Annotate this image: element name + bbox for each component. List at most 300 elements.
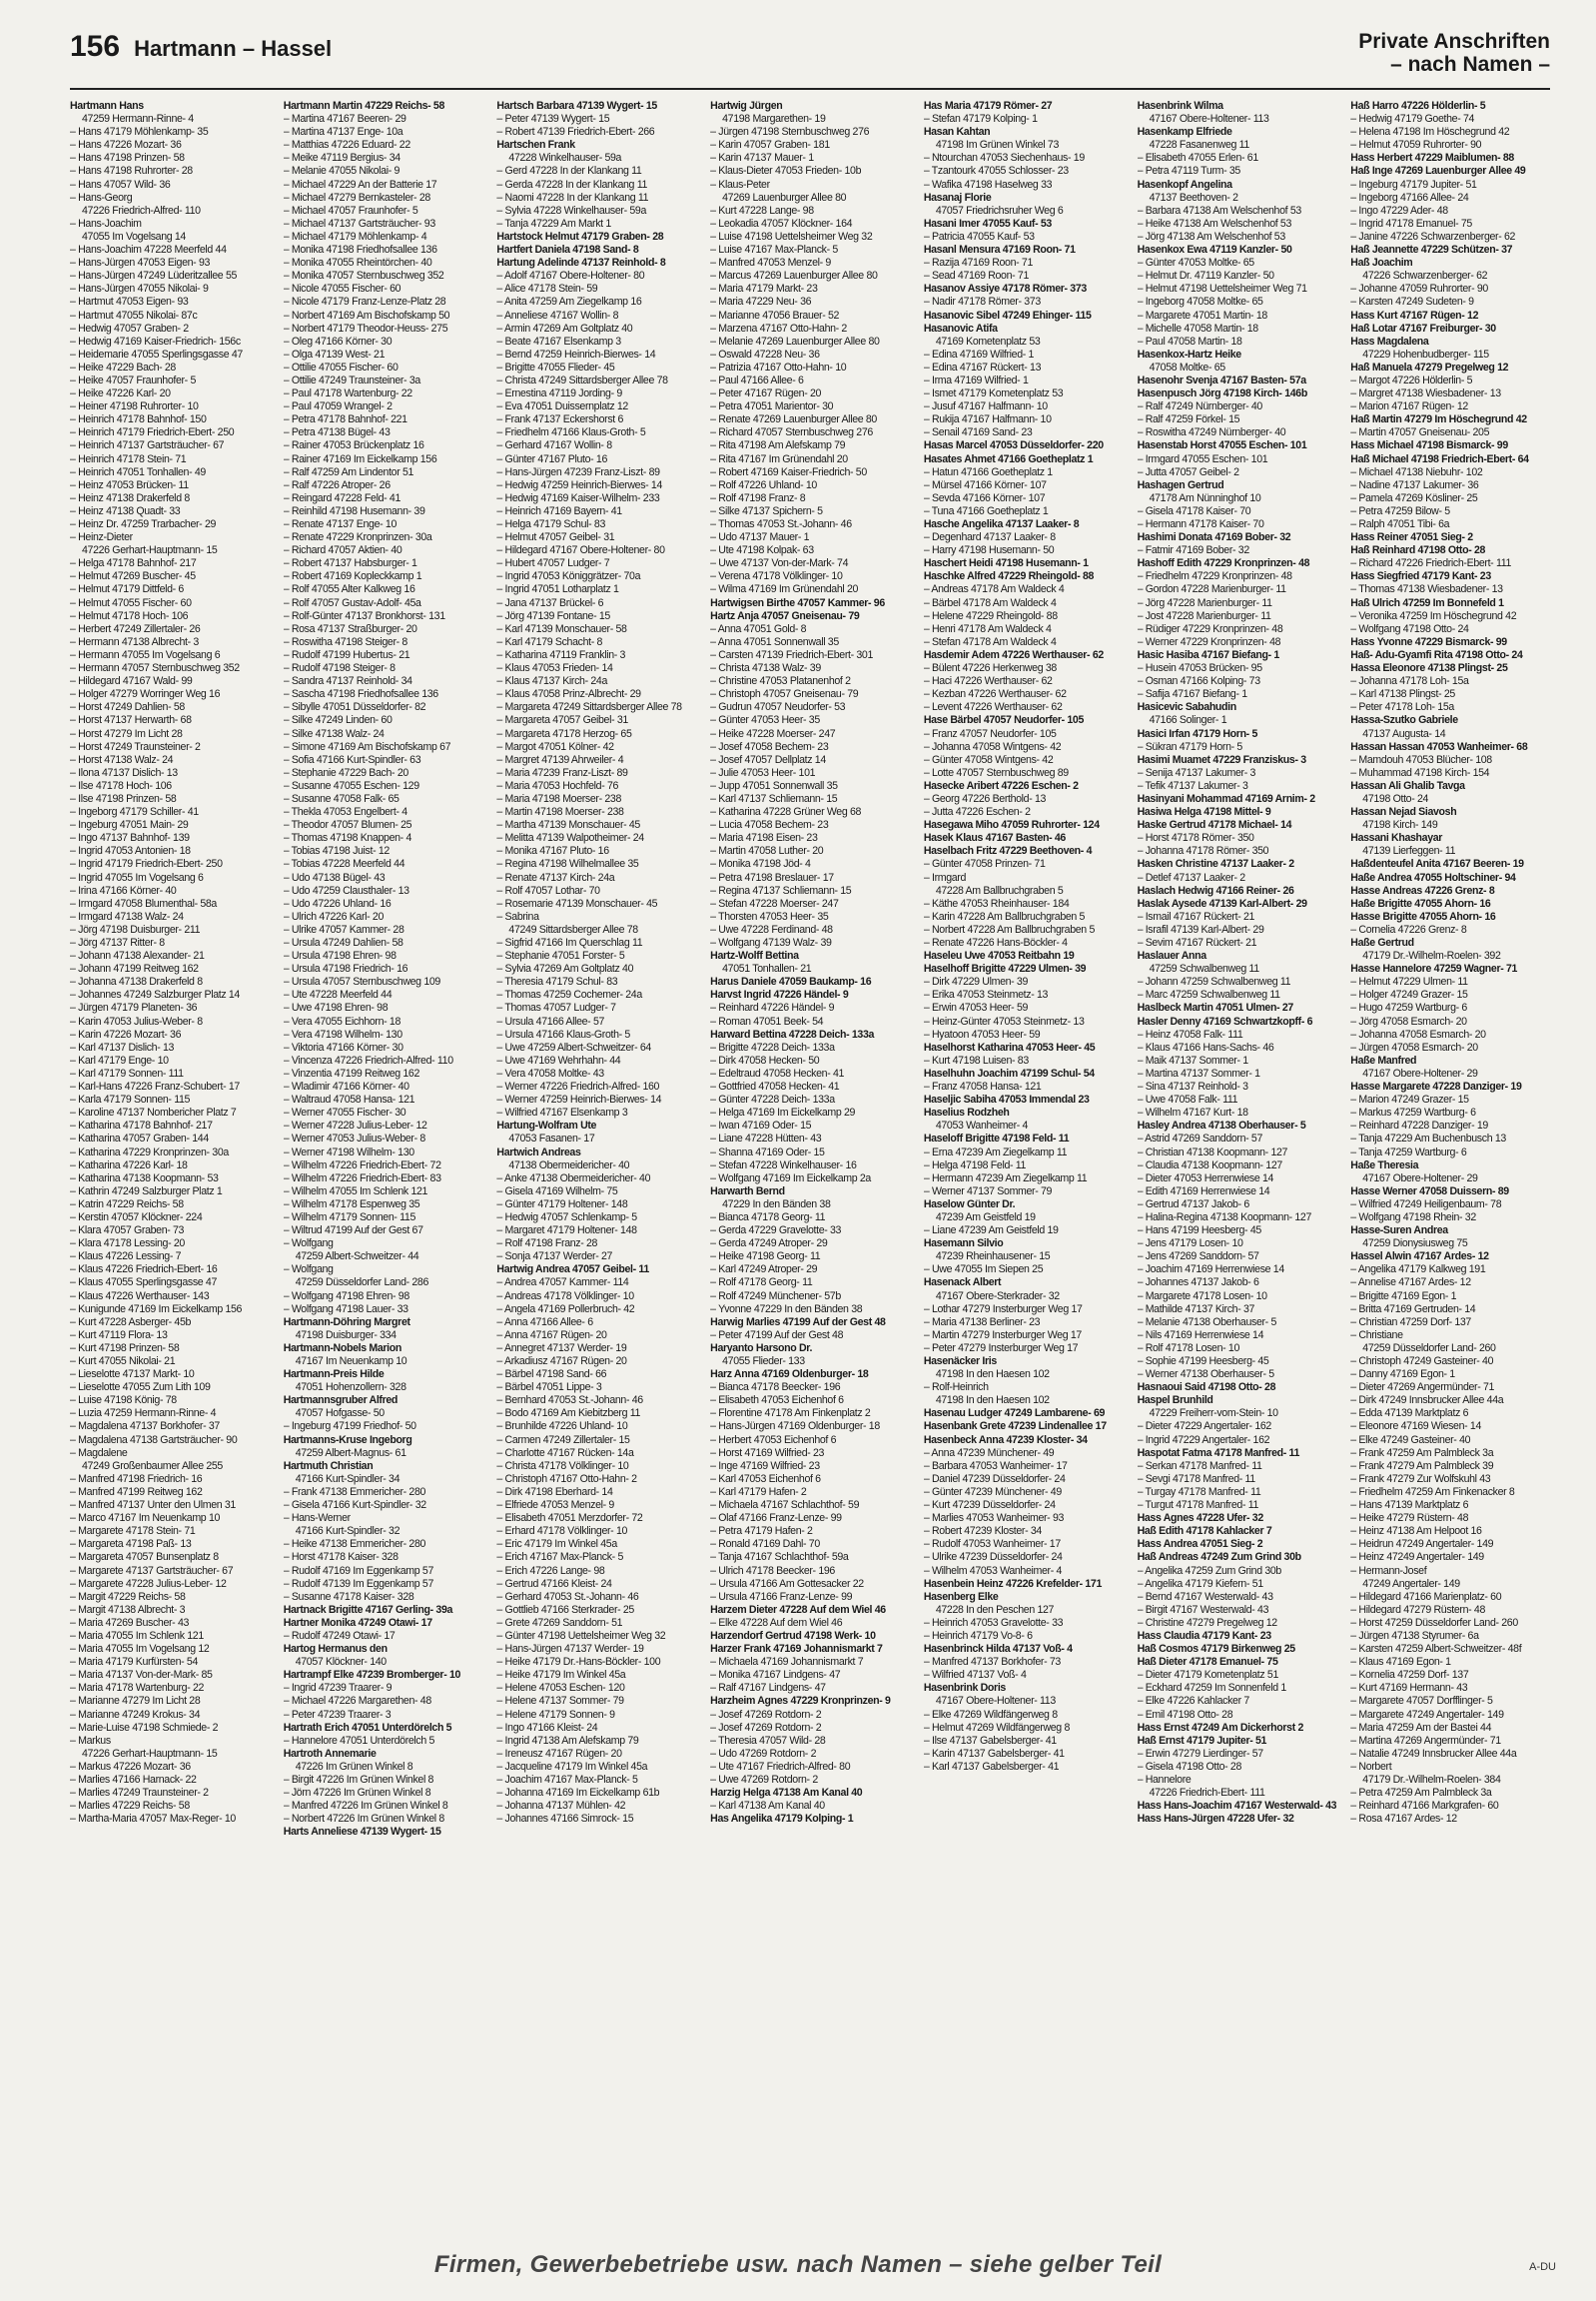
- listing-entry: 47226 Gerhart-Hauptmann- 15: [82, 1747, 218, 1760]
- listing-entry: – Wilhelm 47178 Espenweg 35: [283, 1197, 420, 1210]
- listing-entry: – Heinz 47138 Quadt- 33: [70, 504, 181, 517]
- listing-entry: – Turgut 47178 Manfred- 11: [1137, 1499, 1259, 1512]
- listing-entry: – Rolf 47178 Losen- 10: [1137, 1341, 1240, 1354]
- listing-entry: – Jörg 47228 Marienburger- 11: [1137, 596, 1272, 609]
- listing-surname-entry: Hartmuth Christian: [283, 1459, 374, 1472]
- listing-entry: – Michael 47057 Fraunhofer- 5: [283, 204, 418, 217]
- listing-entry: – Rolf-Günter 47137 Bronkhorst- 131: [283, 609, 445, 622]
- listing-entry: – Bärbel 47198 Sand- 66: [496, 1368, 607, 1381]
- listing-surname-entry: Hasenkox Ewa 47119 Kanzler- 50: [1137, 244, 1292, 257]
- listing-entry: – Nils 47169 Herrenwiese 14: [1137, 1328, 1264, 1341]
- listing-entry: – Iwan 47169 Oder- 15: [710, 1120, 812, 1133]
- listing-entry: – Thomas 47138 Wiesbadener- 13: [1350, 583, 1503, 596]
- listing-entry: – Hans-Joachim: [70, 217, 142, 230]
- listing-entry: – Kunigunde 47169 Im Eickelkamp 156: [70, 1302, 243, 1315]
- listing-entry: – Georg 47226 Berthold- 13: [923, 792, 1047, 805]
- listing-entry: 47226 Friedrich-Alfred- 110: [82, 204, 201, 217]
- listing-entry: – Katharina 47228 Grüner Weg 68: [710, 806, 862, 819]
- listing-entry: – Heinz 47053 Brücken- 11: [70, 478, 189, 491]
- listing-entry: – Rüdiger 47229 Kronprinzen- 48: [1137, 622, 1283, 635]
- listing-entry: – Brigitte 47055 Flieder- 45: [496, 361, 615, 374]
- listing-entry: – Edina 47167 Rückert- 13: [923, 361, 1042, 374]
- listing-surname-entry: Hassa Eleonore 47138 Plingst- 25: [1350, 662, 1508, 675]
- listing-entry: – Theresia 47179 Schul- 83: [496, 976, 618, 989]
- listing-entry: – Peter 47139 Wygert- 15: [496, 113, 610, 126]
- listing-entry: – Werner 47138 Oberhauser- 5: [1137, 1368, 1274, 1381]
- listing-entry: – Ralph 47051 Tibi- 6a: [1350, 518, 1450, 530]
- listing-surname-entry: Hassan Ali Ghalib Tavga: [1350, 779, 1465, 792]
- listing-entry: – Wilhelm 47226 Friedrich-Ebert- 72: [283, 1158, 441, 1171]
- listing-surname-entry: Haslauer Anna: [1137, 950, 1206, 963]
- listing-entry: – Henri 47178 Am Waldeck 4: [923, 622, 1052, 635]
- listing-surname-entry: Hartwigsen Birthe 47057 Kammer- 96: [710, 596, 885, 609]
- listing-entry: – Annegret 47137 Werder- 19: [496, 1341, 627, 1354]
- listing-entry: – Irmgard 47138 Walz- 24: [70, 910, 184, 923]
- listing-entry: – Helmut 47269 Buscher- 45: [70, 570, 196, 583]
- listing-entry: – Ingrid 47051 Lotharplatz 1: [496, 583, 619, 596]
- listing-entry: – Turgay 47178 Manfred- 11: [1137, 1485, 1261, 1498]
- listing-surname-entry: Harwig Marlies 47199 Auf der Gest 48: [710, 1315, 886, 1328]
- listing-entry: – Wiltrud 47199 Auf der Gest 67: [283, 1224, 423, 1237]
- listing-entry: – Karl 47053 Eichenhof 6: [710, 1472, 821, 1485]
- listing-surname-entry: Haschert Heidi 47198 Husemann- 1: [923, 557, 1089, 570]
- listing-entry: – Uwe 47198 Ehren- 98: [283, 1002, 389, 1015]
- listing-entry: – Ingo 47137 Bahnhof- 139: [70, 832, 190, 845]
- listing-surname-entry: Hasan Kahtan: [923, 126, 991, 139]
- listing-entry: – Hermann-Josef: [1350, 1564, 1427, 1577]
- listing-entry: – Günter 47053 Moltke- 65: [1137, 257, 1254, 270]
- listing-entry: – Martin 47057 Gneisenau- 205: [1350, 426, 1490, 439]
- listing-entry: – Magdalena 47137 Borkhofer- 37: [70, 1420, 220, 1433]
- listing-surname-entry: Hasic Hasiba 47167 Biefang- 1: [1137, 648, 1279, 661]
- listing-entry: – Carsten 47139 Friedrich-Ebert- 301: [710, 648, 874, 661]
- listing-entry: 47259 Albert-Schweitzer- 44: [295, 1250, 419, 1263]
- listing-surname-entry: Harus Daniele 47059 Baukamp- 16: [710, 976, 872, 989]
- listing-entry: – Christine 47279 Pregelweg 12: [1137, 1616, 1277, 1629]
- listing-entry: – Ralf 47226 Atroper- 26: [283, 478, 391, 491]
- listing-entry: – Helmut 47179 Dittfeld- 6: [70, 583, 184, 596]
- listing-entry: – Martha 47139 Monschauer- 45: [496, 819, 640, 832]
- listing-entry: – Kathrin 47249 Salzburger Platz 1: [70, 1184, 223, 1197]
- listing-entry: – Stefan 47228 Winkelhauser- 16: [710, 1158, 857, 1171]
- listing-entry: – Sibylle 47051 Düsseldorfer- 82: [283, 701, 426, 714]
- listing-entry: – Ute 47198 Kolpak- 63: [710, 544, 814, 557]
- listing-entry: – Wilfried 47249 Heiligenbaum- 78: [1350, 1197, 1502, 1210]
- listing-entry: – Serkan 47178 Manfred- 11: [1137, 1459, 1262, 1472]
- listing-entry: – Maria 47269 Buscher- 43: [70, 1616, 190, 1629]
- listing-surname-entry: Hartwig Jürgen: [710, 100, 783, 112]
- listing-entry: – Richard 47057 Sternbuschweg 276: [710, 426, 873, 439]
- listing-entry: – Yvonne 47229 In den Bänden 38: [710, 1302, 863, 1315]
- listing-entry: 47229 Freiherr-vom-Stein- 10: [1149, 1407, 1278, 1420]
- listing-entry: – Oswald 47228 Neu- 36: [710, 348, 820, 361]
- listing-entry: – Michael 47138 Niebuhr- 102: [1350, 465, 1483, 478]
- listing-entry: 47139 Lierfeggen- 11: [1362, 845, 1456, 858]
- listing-entry: – Rolf 47057 Gustav-Adolf- 45a: [283, 596, 421, 609]
- listing-entry: – Inge 47169 Wilfried- 23: [710, 1459, 820, 1472]
- listing-surname-entry: Haß Dieter 47178 Emanuel- 75: [1137, 1656, 1278, 1669]
- listing-entry: – Sophie 47199 Heesberg- 45: [1137, 1355, 1269, 1367]
- listing-entry: – Heinrich 47179 Vo-8- 6: [923, 1629, 1033, 1642]
- listing-entry: – Heinrich 47178 Stein- 71: [70, 452, 187, 465]
- listing-surname-entry: Has Angelika 47179 Kolping- 1: [710, 1813, 854, 1826]
- listing-entry: – Gertrud 47137 Jakob- 6: [1137, 1197, 1249, 1210]
- listing-entry: – Hildegard 47279 Rüstern- 48: [1350, 1603, 1486, 1616]
- listing-entry: 47249 Großenbaumer Allee 255: [82, 1459, 223, 1472]
- listing-entry: – Osman 47166 Kolping- 73: [1137, 675, 1260, 688]
- listing-entry: – Heike 47138 Emmericher- 280: [283, 1538, 426, 1551]
- listing-entry: – Brigitte 47169 Egon- 1: [1350, 1289, 1457, 1302]
- listing-surname-entry: Haseloff Brigitte 47198 Feld- 11: [923, 1133, 1070, 1146]
- listing-entry: – Margarete 47178 Stein- 71: [70, 1525, 196, 1538]
- listing-entry: – Holger 47249 Grazer- 15: [1350, 989, 1468, 1002]
- listing-entry: – Margret 47138 Wiesbadener- 13: [1350, 387, 1501, 400]
- listing-entry: – Michael 47226 Margarethen- 48: [283, 1695, 431, 1708]
- listing-entry: – Lieselotte 47055 Zum Lith 109: [70, 1381, 211, 1394]
- listing-entry: – Helene 47137 Sommer- 79: [496, 1695, 624, 1708]
- listing-entry: – Sevda 47166 Körner- 107: [923, 491, 1046, 504]
- listing-entry: – Anna 47167 Rügen- 20: [496, 1328, 607, 1341]
- listing-entry: – Wilhelm 47167 Kurt- 18: [1137, 1107, 1248, 1120]
- listing-entry: – Horst 47178 Kaiser- 328: [283, 1551, 399, 1564]
- listing-entry: 47058 Moltke- 65: [1149, 361, 1225, 374]
- listing-entry: – Maria 47055 Im Vogelsang 12: [70, 1643, 210, 1656]
- listing-entry: – Jost 47228 Marienburger- 11: [1137, 609, 1271, 622]
- listing-entry: – Ingrid 47138 Am Alefskamp 79: [496, 1734, 639, 1747]
- listing-entry: – Joachim 47167 Max-Planck- 5: [496, 1774, 638, 1786]
- listing-entry: – Eckhard 47259 Im Sonnenfeld 1: [1137, 1682, 1286, 1695]
- listing-column-3: [496, 100, 696, 2207]
- listing-entry: – Jürgen 47138 Styrumer- 6a: [1350, 1629, 1479, 1642]
- listing-entry: – Hans 47179 Möhlenkamp- 35: [70, 126, 209, 139]
- listing-entry: – Christa 47178 Völklinger- 10: [496, 1459, 629, 1472]
- listing-entry: – Wilhelm 47053 Wanheimer- 4: [923, 1564, 1063, 1577]
- listing-entry: – Maria 47137 Von-der-Mark- 85: [70, 1669, 213, 1682]
- listing-entry: – Hermann 47057 Sternbuschweg 352: [70, 662, 240, 675]
- listing-surname-entry: Hasanovic Sibel 47249 Ehinger- 115: [923, 309, 1092, 322]
- listing-entry: – Sükran 47179 Horn- 5: [1137, 740, 1242, 753]
- listing-surname-entry: Haspel Brunhild: [1137, 1394, 1213, 1407]
- listing-entry: – Marcus 47269 Lauenburger Allee 80: [710, 270, 878, 283]
- listing-entry: 47198 In den Haesen 102: [935, 1394, 1050, 1407]
- listing-entry: – Heike 47179 Im Winkel 45a: [496, 1669, 626, 1682]
- listing-surname-entry: Harzheim Agnes 47229 Kronprinzen- 9: [710, 1695, 891, 1708]
- listing-entry: – Hans-Jürgen 47239 Franz-Liszt- 89: [496, 465, 660, 478]
- listing-entry: – Sandra 47137 Reinhold- 34: [283, 675, 412, 688]
- listing-surname-entry: Hass Andrea 47051 Sieg- 2: [1137, 1538, 1263, 1551]
- listing-entry: – Uwe 47259 Albert-Schweitzer- 64: [496, 1041, 651, 1054]
- listing-entry: – Luise 47198 Uettelsheimer Weg 32: [710, 230, 873, 243]
- listing-surname-entry: Hasanovic Atifa: [923, 322, 998, 335]
- listing-entry: – Karin 47226 Mozart- 36: [70, 1028, 182, 1041]
- listing-entry: – Christian 47259 Dorf- 137: [1350, 1315, 1471, 1328]
- listing-entry: – Klaus 47058 Prinz-Albrecht- 29: [496, 688, 641, 701]
- listing-entry: – Maria 47179 Markt- 23: [710, 283, 818, 296]
- listing-entry: – Werner 47228 Julius-Leber- 12: [283, 1120, 427, 1133]
- listing-entry: – Gudrun 47057 Neudorfer- 53: [710, 701, 846, 714]
- listing-entry: – Elfriede 47053 Menzel- 9: [496, 1499, 614, 1512]
- listing-entry: – Monika 47167 Lindgens- 47: [710, 1669, 841, 1682]
- listing-entry: – Markus 47259 Wartburg- 6: [1350, 1107, 1476, 1120]
- listing-entry: – Jörg 47198 Duisburger- 211: [70, 923, 201, 936]
- listing-entry: – Halina-Regina 47138 Koopmann- 127: [1137, 1210, 1312, 1223]
- listing-entry: – Haci 47226 Werthauser- 62: [923, 675, 1053, 688]
- listing-surname-entry: Haß Jeannette 47229 Schützen- 37: [1350, 244, 1513, 257]
- listing-surname-entry: Hasdemir Adem 47226 Werthauser- 62: [923, 648, 1104, 661]
- listing-entry: – Margaret 47179 Holtener- 148: [496, 1224, 637, 1237]
- listing-entry: – Hermann 47178 Kaiser- 70: [1137, 518, 1264, 530]
- listing-entry: – Karl 47138 Am Kanal 40: [710, 1800, 825, 1813]
- listing-entry: – Holger 47279 Worringer Weg 16: [70, 688, 221, 701]
- listing-entry: – Wolfgang 47198 Lauer- 33: [283, 1302, 408, 1315]
- listing-entry: – Tzantourk 47055 Schlosser- 23: [923, 165, 1069, 178]
- listing-entry: – Peter 47279 Insterburger Weg 17: [923, 1341, 1079, 1354]
- listing-entry: – Muhammad 47198 Kirch- 154: [1350, 766, 1490, 779]
- listing-entry: – Kurt 47239 Düsseldorfer- 24: [923, 1499, 1056, 1512]
- listing-entry: 47137 Augusta- 14: [1362, 727, 1446, 740]
- listing-entry: – Franz 47058 Hansa- 121: [923, 1081, 1042, 1094]
- listing-entry: – Reinhard 47226 Händel- 9: [710, 1002, 835, 1015]
- listing-entry: – Andreas 47178 Völklinger- 10: [496, 1289, 634, 1302]
- listing-entry: – Rudolf 47199 Hubertus- 21: [283, 648, 410, 661]
- listing-entry: – Heinrich 47051 Tonhallen- 49: [70, 465, 206, 478]
- listing-entry: – Renate 47137 Enge- 10: [283, 518, 397, 530]
- listing-entry: – Magdalena 47138 Gartsträucher- 90: [70, 1433, 238, 1446]
- listing-surname-entry: Hasenbank Grete 47239 Lindenallee 17: [923, 1420, 1107, 1433]
- listing-entry: – Klara 47057 Graben- 73: [70, 1224, 185, 1237]
- listing-entry: – Ursula 47198 Ehren- 98: [283, 950, 397, 963]
- listing-entry: – Katrin 47229 Reichs- 58: [70, 1197, 184, 1210]
- listing-entry: 47166 Kurt-Spindler- 32: [295, 1525, 400, 1538]
- listing-entry: – Angelika 47179 Kiefern- 51: [1137, 1577, 1263, 1590]
- listing-entry: – Karsten 47249 Sudeten- 9: [1350, 296, 1474, 309]
- listing-surname-entry: Harward Bettina 47228 Deich- 133a: [710, 1028, 875, 1041]
- listing-entry: – Tefik 47137 Lakumer- 3: [1137, 779, 1248, 792]
- listing-entry: – Jens 47179 Losen- 10: [1137, 1237, 1243, 1250]
- listing-entry: – Helga 47169 Im Eickelkamp 29: [710, 1107, 856, 1120]
- listing-entry: – Regina 47198 Wilhelmallee 35: [496, 858, 639, 871]
- listing-entry: – Renate 47226 Hans-Böckler- 4: [923, 937, 1068, 949]
- listing-entry: – Hedwig 47169 Kaiser-Wilhelm- 233: [496, 491, 660, 504]
- listing-entry: – Vinzentia 47199 Reitweg 162: [283, 1067, 420, 1080]
- listing-entry: – Roswitha 47249 Nürnberger- 40: [1137, 426, 1286, 439]
- listing-surname-entry: Haße Manfred: [1350, 1054, 1417, 1067]
- listing-entry: – Helene 47229 Rheingold- 88: [923, 609, 1058, 622]
- listing-entry: – Frank 47138 Emmericher- 280: [283, 1485, 426, 1498]
- listing-surname-entry: Hasley Andrea 47138 Oberhauser- 5: [1137, 1120, 1306, 1133]
- listing-entry: – Mathilde 47137 Kirch- 37: [1137, 1302, 1255, 1315]
- listing-entry: – Gerhard 47053 St.-Johann- 46: [496, 1590, 639, 1603]
- listing-entry: – Hans-Georg: [70, 191, 133, 204]
- listing-entry: – Margit 47138 Albrecht- 3: [70, 1603, 186, 1616]
- listing-entry: – Klaus 47226 Friedrich-Ebert- 16: [70, 1263, 218, 1276]
- name-range: Hartmann – Hassel: [134, 36, 333, 61]
- listing-entry: – Elke 47269 Wildfängerweg 8: [923, 1708, 1058, 1721]
- listing-entry: – Ursula 47166 Franz-Lenze- 99: [710, 1590, 853, 1603]
- listing-surname-entry: Hassani Khashayar: [1350, 832, 1443, 845]
- listing-entry: – Nicole 47179 Franz-Lenze-Platz 28: [283, 296, 446, 309]
- listing-entry: – Mamdouh 47053 Blücher- 108: [1350, 753, 1492, 766]
- listing-entry: 47259 Hermann-Rinne- 4: [82, 113, 194, 126]
- listing-entry: – Petra 47138 Bügel- 43: [283, 426, 391, 439]
- listing-entry: – Günter 47053 Heer- 35: [710, 714, 820, 727]
- listing-entry: – Andreas 47178 Am Waldeck 4: [923, 583, 1065, 596]
- listing-entry: – Katharina 47178 Bahnhof- 217: [70, 1120, 213, 1133]
- listing-entry: – Manfred 47137 Borkhofer- 73: [923, 1656, 1061, 1669]
- listing-entry: – Thorsten 47053 Heer- 35: [710, 910, 829, 923]
- listing-entry: 47229 Hohenbudberger- 115: [1362, 348, 1489, 361]
- listing-surname-entry: Hartmann Martin 47229 Reichs- 58: [283, 100, 445, 112]
- directory-code: A-DU: [1529, 2261, 1556, 2273]
- listing-surname-entry: Harts Anneliese 47139 Wygert- 15: [283, 1826, 441, 1839]
- listing-entry: – Anneliese 47167 Wollin- 8: [496, 309, 619, 322]
- listing-entry: – Stephanie 47051 Forster- 5: [496, 950, 625, 963]
- listing-entry: – Jürgen 47058 Esmarch- 20: [1350, 1041, 1478, 1054]
- listing-surname-entry: Harzer Frank 47169 Johannismarkt 7: [710, 1643, 883, 1656]
- listing-entry: – Heike 47138 Am Welschenhof 53: [1137, 217, 1292, 230]
- listing-entry: 47229 In den Bänden 38: [722, 1197, 831, 1210]
- listing-entry: – Marlies 47053 Wanheimer- 93: [923, 1512, 1065, 1525]
- listing-entry: – Richard 47057 Aktien- 40: [283, 544, 402, 557]
- listing-surname-entry: Haß Martin 47279 Im Höschegrund 42: [1350, 413, 1527, 426]
- listing-entry: – Maria 47138 Berliner- 23: [923, 1315, 1041, 1328]
- listing-entry: – Tobias 47198 Juist- 12: [283, 845, 390, 858]
- listing-entry: 47138 Obermeidericher- 40: [508, 1158, 630, 1171]
- listing-surname-entry: Hartstock Helmut 47179 Graben- 28: [496, 230, 664, 243]
- listing-entry: – Heinrich 47169 Bayern- 41: [496, 504, 622, 517]
- listing-entry: – Hans-Jürgen 47053 Eigen- 93: [70, 257, 211, 270]
- listing-entry: – Bärbel 47178 Am Waldeck 4: [923, 596, 1057, 609]
- listing-entry: – Ilse 47137 Gabelsberger- 41: [923, 1734, 1057, 1747]
- listing-entry: – Heinz Dr. 47259 Trarbacher- 29: [70, 518, 217, 530]
- listing-entry: – Barbara 47138 Am Welschenhof 53: [1137, 204, 1301, 217]
- listing-entry: – Christoph 47167 Otto-Hahn- 2: [496, 1472, 637, 1485]
- listing-entry: – Gisela 47166 Kurt-Spindler- 32: [283, 1499, 426, 1512]
- listing-entry: – Stefan 47179 Kolping- 1: [923, 113, 1038, 126]
- listing-entry: – Robert 47169 Kopleckkamp 1: [283, 570, 422, 583]
- listing-entry: – Rudolf 47249 Otawi- 17: [283, 1629, 396, 1642]
- listing-entry: – Klaus 47166 Hans-Sachs- 46: [1137, 1041, 1274, 1054]
- listing-surname-entry: Haß Ernst 47179 Jupiter- 51: [1137, 1734, 1267, 1747]
- listing-surname-entry: Hasenbrinck Hilda 47137 Voß- 4: [923, 1643, 1073, 1656]
- listing-entry: – Karl 47139 Monschauer- 58: [496, 622, 627, 635]
- listing-entry: – Horst 47169 Wilfried- 23: [710, 1446, 825, 1459]
- listing-entry: 47053 Fasanen- 17: [508, 1133, 595, 1146]
- listing-entry: – Wolfgang 47169 Im Eickelkamp 2a: [710, 1171, 871, 1184]
- listing-surname-entry: Hasanl Mensura 47169 Roon- 71: [923, 244, 1076, 257]
- listing-entry: 47259 Düsseldorfer Land- 260: [1362, 1341, 1496, 1354]
- listing-surname-entry: Hass Magdalena: [1350, 335, 1429, 348]
- listing-entry: – Kurt 47228 Lange- 98: [710, 204, 814, 217]
- listing-entry: – Monika 47198 Jöd- 4: [710, 858, 811, 871]
- listing-entry: – Dieter 47179 Kometenplatz 51: [1137, 1669, 1279, 1682]
- listing-entry: – Rudolf 47169 Im Eggenkamp 57: [283, 1564, 433, 1577]
- listing-entry: – Robert 47137 Habsburger- 1: [283, 557, 417, 570]
- listing-entry: – Irmgard 47058 Blumenthal- 58a: [70, 897, 217, 910]
- listing-surname-entry: Haß Ulrich 47259 Im Bonnefeld 1: [1350, 596, 1504, 609]
- listing-entry: 47239 Rheinhausener- 15: [935, 1250, 1051, 1263]
- listing-entry: – Reingard 47228 Feld- 41: [283, 491, 400, 504]
- listing-entry: – Dirk 47229 Ulmen- 39: [923, 976, 1029, 989]
- listing-surname-entry: Hartog Hermanus den: [283, 1643, 388, 1656]
- listing-entry: – Carmen 47249 Zillertaler- 15: [496, 1433, 630, 1446]
- listing-surname-entry: Harzig Helga 47138 Am Kanal 40: [710, 1787, 863, 1800]
- listing-surname-entry: Hasenäcker Iris: [923, 1355, 997, 1367]
- listing-entry: – Gerd 47228 In der Klankang 11: [496, 165, 642, 178]
- listing-entry: – Hans 47226 Mozart- 36: [70, 139, 182, 152]
- listing-entry: 47167 Obere-Sterkrader- 32: [935, 1289, 1060, 1302]
- listing-entry: – Christa 47138 Walz- 39: [710, 662, 821, 675]
- listing-surname-entry: Haß Cosmos 47179 Birkenweg 25: [1137, 1643, 1295, 1656]
- listing-entry: – Olga 47139 West- 21: [283, 348, 386, 361]
- listing-entry: – Klaus-Peter: [710, 178, 770, 191]
- listing-entry: – Wolfgang: [283, 1237, 334, 1250]
- listing-entry: – Hedwig 47169 Kaiser-Friedrich- 156c: [70, 335, 241, 348]
- listing-surname-entry: Hase Bärbel 47057 Neudorfer- 105: [923, 714, 1084, 727]
- listing-entry: – Jörg 47138 Am Welschenhof 53: [1137, 230, 1285, 243]
- listing-entry: – Adolf 47167 Obere-Holtener- 80: [496, 270, 645, 283]
- listing-entry: – Robert 47139 Friedrich-Ebert- 266: [496, 126, 655, 139]
- listing-entry: – Nicole 47055 Fischer- 60: [283, 283, 401, 296]
- listing-entry: – Udo 47137 Mauer- 1: [710, 531, 810, 544]
- listing-entry: – Ulrich 47226 Karl- 20: [283, 910, 385, 923]
- listing-entry: – Edda 47139 Marktplatz 6: [1350, 1407, 1469, 1420]
- listing-entry: – Günter 47058 Prinzen- 71: [923, 858, 1046, 871]
- listing-entry: – Petra 47178 Bahnhof- 221: [283, 413, 407, 426]
- listing-entry: – Werner 47198 Wilhelm- 130: [283, 1146, 414, 1158]
- listing-entry: – Jörg 47137 Ritter- 8: [70, 937, 165, 949]
- listing-surname-entry: Hartmann-Döhring Margret: [283, 1315, 410, 1328]
- page-header: [70, 30, 1550, 90]
- listing-entry: – Josef 47057 Dellplatz 14: [710, 753, 826, 766]
- listing-entry: – Ulrike 47057 Kammer- 28: [283, 923, 404, 936]
- listing-entry: – Helmut Dr. 47119 Kanzler- 50: [1137, 270, 1274, 283]
- listing-entry: – Tanja 47229 Am Markt 1: [496, 217, 611, 230]
- listing-entry: – Jusuf 47167 Halfmann- 10: [923, 400, 1048, 413]
- listing-entry: – Rolf 47198 Franz- 8: [710, 491, 806, 504]
- listing-column-6: [1138, 100, 1337, 2207]
- listing-surname-entry: Hasanaj Florie: [923, 191, 992, 204]
- listing-entry: 47239 Am Geistfeld 19: [935, 1210, 1036, 1223]
- listing-entry: – Simone 47169 Am Bischofskamp 67: [283, 740, 451, 753]
- listing-entry: – Julie 47053 Heer- 101: [710, 766, 816, 779]
- listing-surname-entry: Haspotat Fatma 47178 Manfred- 11: [1137, 1446, 1300, 1459]
- listing-entry: – Horst 47249 Traunsteiner- 2: [70, 740, 201, 753]
- listing-entry: – Martina 47167 Beeren- 29: [283, 113, 406, 126]
- listing-entry: – Maria 47198 Eisen- 23: [710, 832, 818, 845]
- listing-entry: – Ingeburg 47179 Jupiter- 51: [1350, 178, 1477, 191]
- listing-surname-entry: Hass Claudia 47179 Kant- 23: [1137, 1629, 1271, 1642]
- listing-entry: 47169 Kometenplatz 53: [935, 335, 1041, 348]
- listing-entry: – Sevim 47167 Rückert- 21: [1137, 937, 1257, 949]
- listing-entry: – Karl 47137 Gabelsberger- 41: [923, 1760, 1060, 1773]
- listing-surname-entry: Hasse Werner 47058 Duissern- 89: [1350, 1184, 1509, 1197]
- listing-entry: – Vera 47055 Eichhorn- 18: [283, 1015, 400, 1028]
- listing-surname-entry: Hasenohr Svenja 47167 Basten- 57a: [1137, 374, 1306, 386]
- listing-entry: – Senija 47137 Lakumer- 3: [1137, 766, 1256, 779]
- listing-entry: – Norbert 47228 Am Ballbruchgraben 5: [923, 923, 1095, 936]
- listing-entry: – Hildegard 47166 Marienplatz- 60: [1350, 1590, 1502, 1603]
- listing-entry: – Katharina 47138 Koopmann- 53: [70, 1171, 219, 1184]
- listing-entry: – Wilfried 47167 Elsenkamp 3: [496, 1107, 628, 1120]
- listing-entry: – Annelise 47167 Ardes- 12: [1350, 1276, 1471, 1289]
- listing-entry: – Hartmut 47055 Nikolai- 87c: [70, 309, 198, 322]
- listing-entry: 47198 In den Haesen 102: [935, 1368, 1050, 1381]
- listing-entry: – Ismail 47167 Rückert- 21: [1137, 910, 1255, 923]
- listing-entry: – Gisela 47198 Otto- 28: [1137, 1760, 1241, 1773]
- listing-entry: – Kurt 47055 Nikolai- 21: [70, 1355, 176, 1367]
- listing-entry: – Patrizia 47167 Otto-Hahn- 10: [710, 361, 847, 374]
